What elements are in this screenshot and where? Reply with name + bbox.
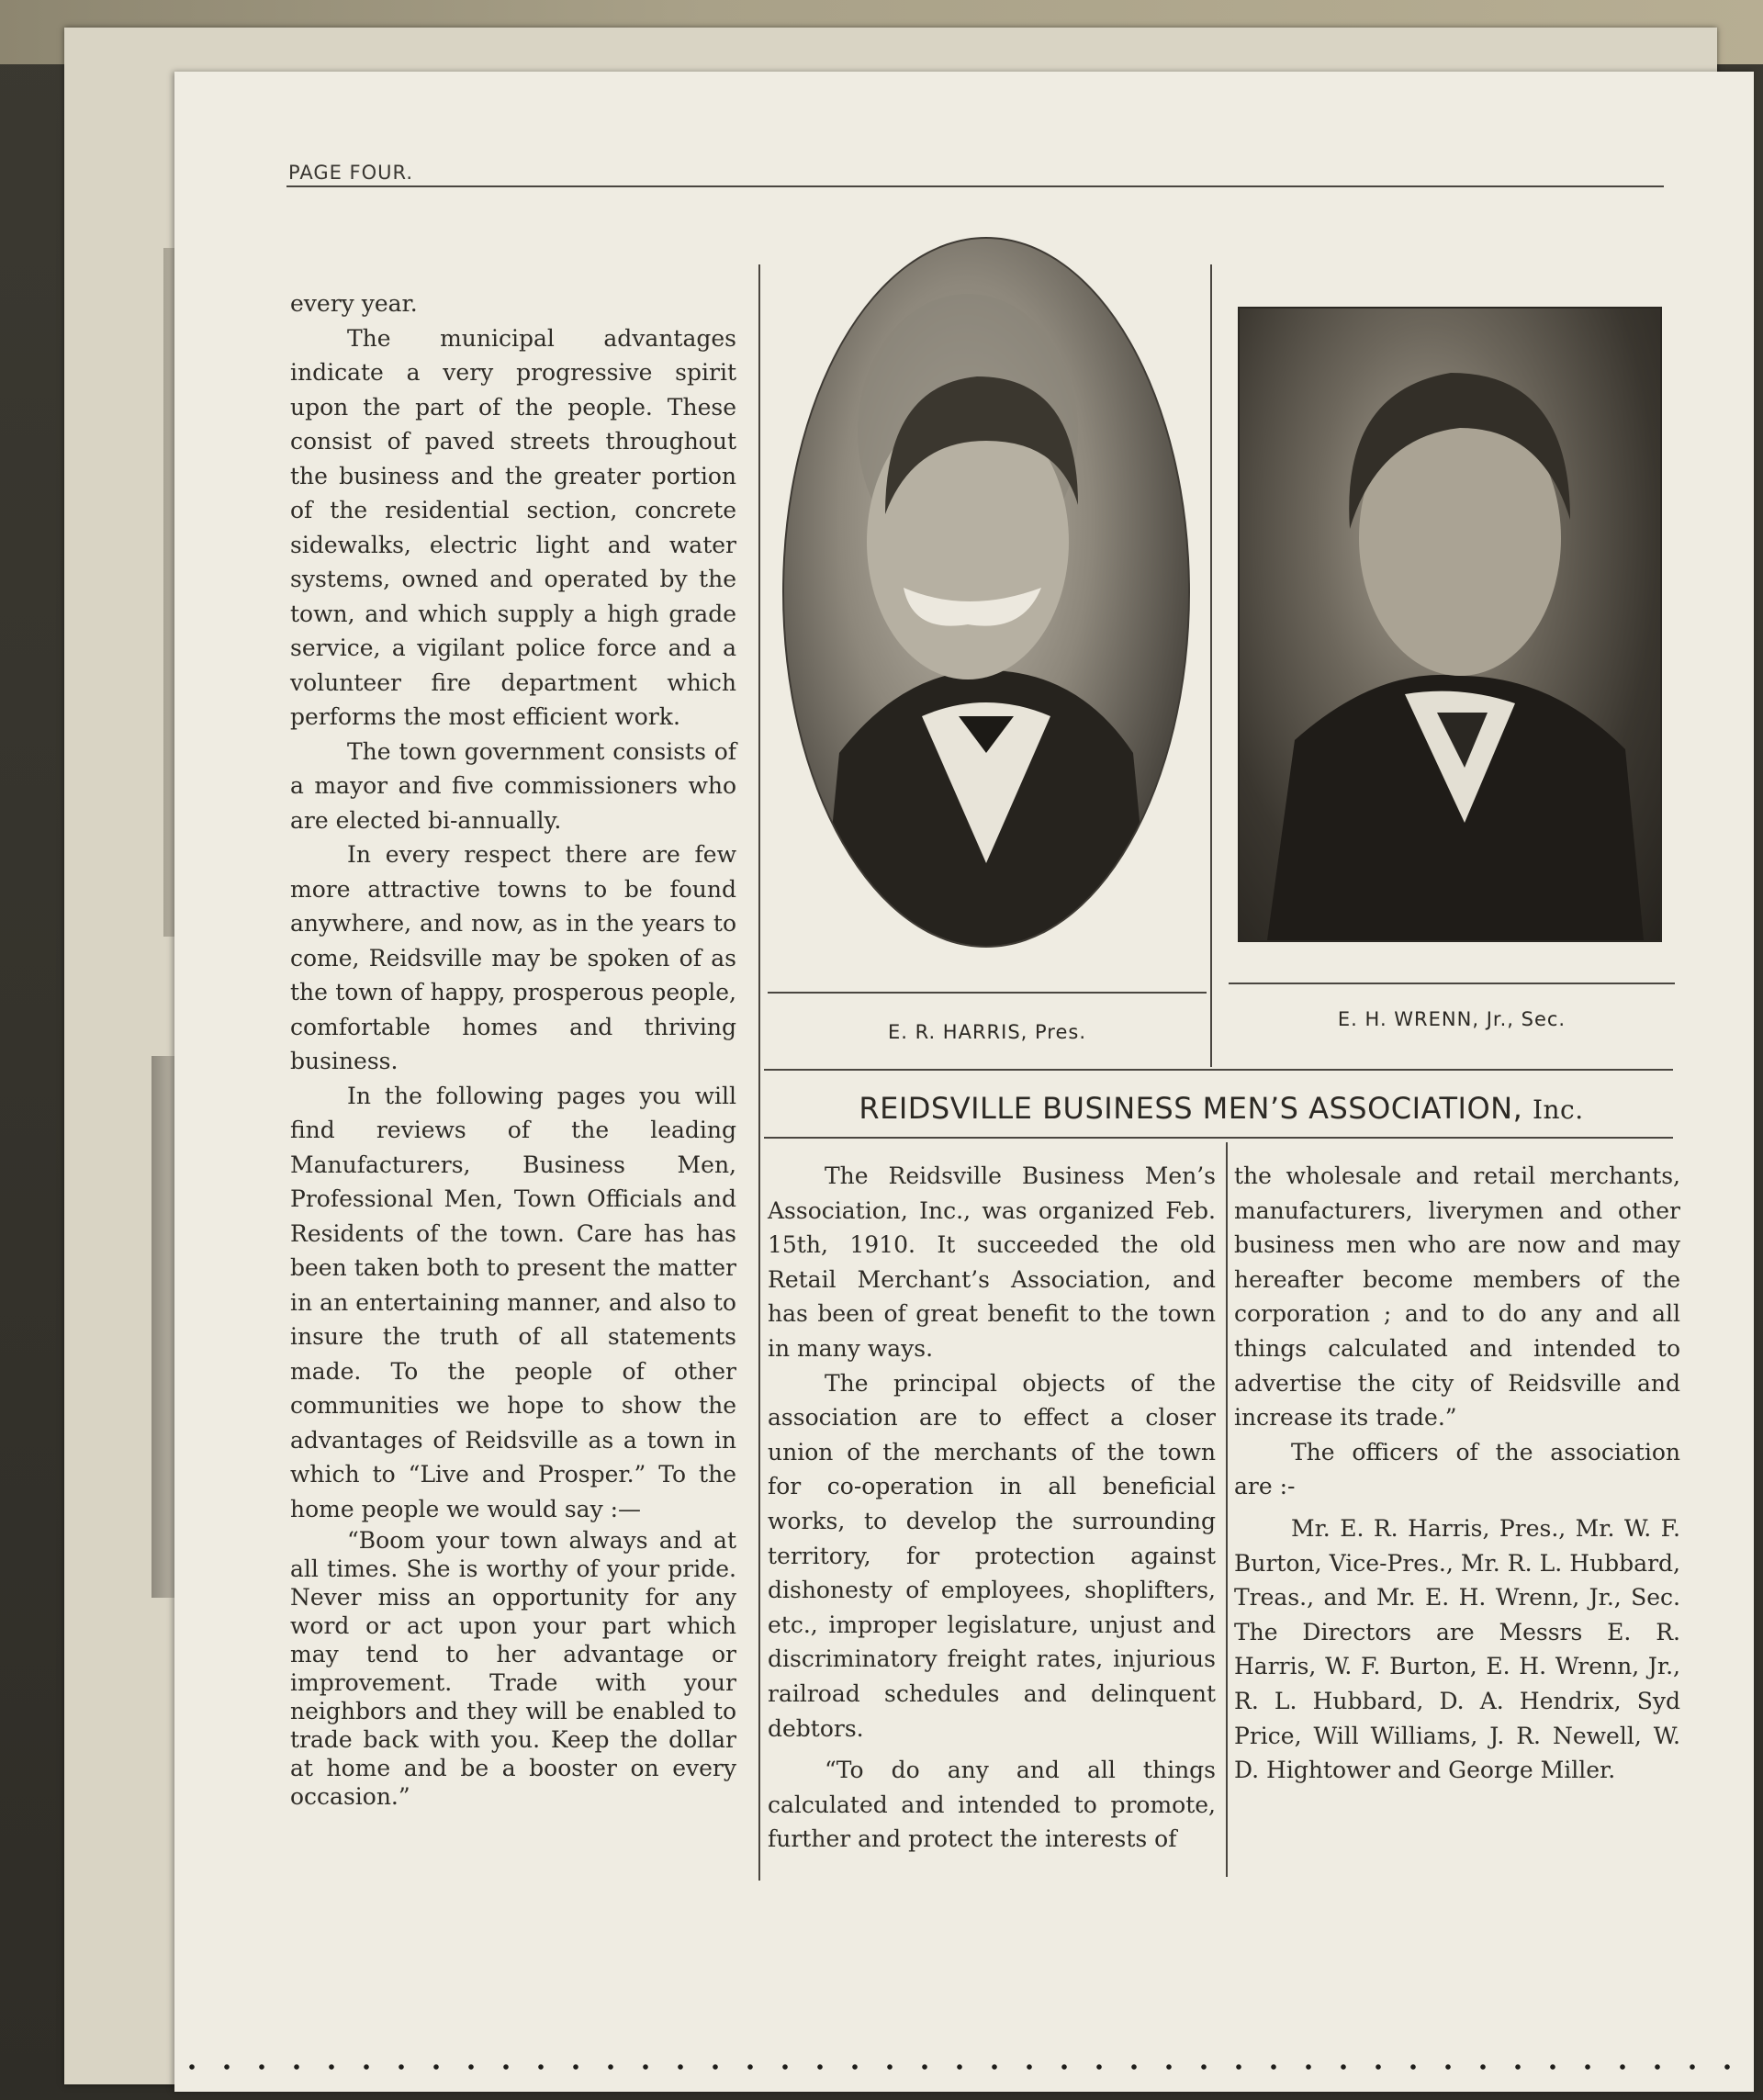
- paragraph: The officers of the association are :-: [1234, 1438, 1680, 1500]
- caption-harris: E. R. HARRIS, Pres.: [887, 1021, 1087, 1043]
- paragraph: Mr. E. R. Harris, Pres., Mr. W. F. Burton, Vice-Pres., Mr. R. L. Hubbard, Treas., and Mr. E. H. Wrenn, Jr., Sec. The Directors are Messrs E. R. Harris, W. F. Burton, E. H. Wrenn, Jr., R. L. Hubbard, D. A. Hendrix, Syd Price, Will Williams, J. R. Newell, W. D. Hightower and George Miller.: [1234, 1514, 1680, 1784]
- wrenn-caption-rule: [1229, 983, 1675, 984]
- paragraph: The Reidsville Business Men’s Association, Inc., was organized Feb. 15th, 1910. It succeeded the old Retail Merchant’s Association, and has been of great benefit to the town in many ways.: [768, 1162, 1216, 1362]
- header-rule: [286, 185, 1664, 187]
- paragraph: “To do any and all things calculated and intended to promote, further and protect the interests of: [768, 1757, 1216, 1853]
- harris-caption-rule: [768, 992, 1207, 994]
- paragraph: The town government consists of a mayor and five commissioners who are elected bi-annually.: [290, 737, 736, 834]
- left-column-divider: [758, 264, 760, 1881]
- page-header: PAGE FOUR.: [288, 162, 414, 184]
- paragraph: “Boom your town always and at all times. She is worthy of your pride. Never miss an opportunity for any word or act upon your part which may tend to her advantage or improvement. Trade with your neighbors and they will be enabled to trade back with you. Keep the dollar at home and be a booster on every occasion.”: [290, 1527, 736, 1810]
- portrait-wrenn-photo: [1238, 307, 1662, 942]
- portrait-harris-figure: [784, 239, 1188, 946]
- paragraph: In the following pages you will find reviews of the leading Manufacturers, Business Men, Professional Men, Town Officials and Residents of the town. Care has has been taken both to present the matter in an entertaining manner, and also to insure the truth of all statements made. To the people of other communities we hope to show the advantages of Reidsville as a town in which to “Live and Prosper.” To the home people we would say :—: [290, 1082, 736, 1522]
- portrait-harris-photo: [782, 237, 1190, 948]
- middle-text-column: [768, 1159, 1216, 1857]
- left-text-column: [290, 286, 736, 1811]
- paragraph: The principal objects of the association are to effect a closer union of the merchants of the town for co-operation in all beneficial works, to develop the surrounding territory, for protection against dishonesty of employees, shoplifters, etc., improper legislature, unjust and discriminatory freight rates, injurious railroad schedules and delinquent debtors.: [768, 1369, 1216, 1742]
- text-column-divider: [1226, 1142, 1228, 1877]
- section-title-bottom-rule: [764, 1137, 1673, 1139]
- paragraph: The municipal advantages indicate a very progressive spirit upon the part of the people. These consist of paved streets throughout the business and the greater portion of the residential section, concrete sidewalks, electric light and water systems, owned and operated by the town, and which supply a high grade service, a vigilant police force and a volunteer fire department which performs the most efficient work.: [290, 324, 736, 730]
- caption-wrenn: E. H. WRENN, Jr., Sec.: [1337, 1008, 1566, 1030]
- paragraph: every year.: [290, 290, 418, 317]
- section-title-inc: Inc.: [1532, 1095, 1584, 1125]
- right-text-column: [1234, 1159, 1680, 1788]
- section-title-text: REIDSVILLE BUSINESS MEN’S ASSOCIATION,: [859, 1091, 1523, 1126]
- portrait-wrenn-figure: [1240, 309, 1660, 940]
- paragraph: the wholesale and retail merchants, manufacturers, liverymen and other business men who are now and may hereafter become members of the corporation ; and to do any and all things calculated and intended to advertise the city of Reidsville and increase its trade.”: [1234, 1162, 1680, 1432]
- perforation-holes: [174, 2062, 1754, 2072]
- paragraph: In every respect there are few more attractive towns to be found anywhere, and now, as in the years to come, Reidsville may be spoken of as the town of happy, prosperous people, comfortable homes and thriving business.: [290, 841, 736, 1074]
- section-title: [762, 1091, 1680, 1126]
- portrait-divider: [1210, 264, 1212, 1067]
- section-title-top-rule: [764, 1069, 1673, 1071]
